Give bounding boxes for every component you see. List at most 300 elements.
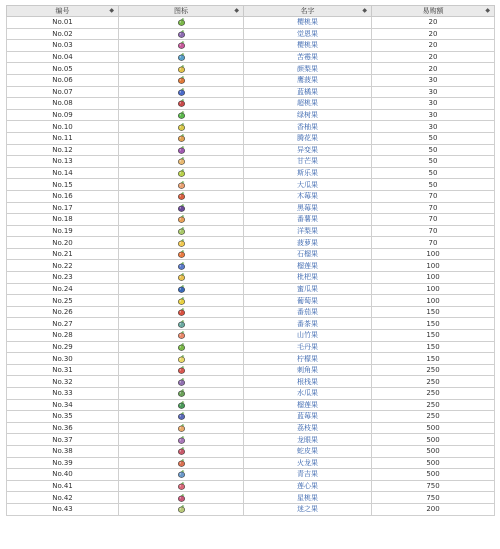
table-row	[7, 503, 495, 515]
berry-icon	[177, 355, 186, 363]
column-header-label: 图标	[174, 7, 188, 15]
row-icon-cell	[119, 469, 244, 481]
row-number: No.42	[7, 492, 119, 504]
berry-name-link[interactable]: 迷之果	[297, 505, 318, 514]
row-name-cell	[244, 86, 372, 98]
row-number: No.02	[7, 28, 119, 40]
row-number: No.18	[7, 214, 119, 226]
berry-name-link[interactable]: 石榴果	[297, 250, 318, 259]
row-icon-cell	[119, 98, 244, 110]
row-value: 150	[372, 353, 495, 365]
table-row	[7, 283, 495, 295]
row-number: No.26	[7, 306, 119, 318]
berry-name-link[interactable]: 蛇皮果	[297, 447, 318, 456]
row-name-cell	[244, 214, 372, 226]
berry-icon	[177, 76, 186, 84]
row-value: 100	[372, 248, 495, 260]
row-value: 250	[372, 364, 495, 376]
berry-icon	[177, 297, 186, 305]
row-value: 750	[372, 480, 495, 492]
berry-icon	[177, 65, 186, 73]
row-value: 250	[372, 376, 495, 388]
table-row	[7, 63, 495, 75]
row-icon-cell	[119, 480, 244, 492]
row-name-cell	[244, 248, 372, 260]
row-number: No.19	[7, 225, 119, 237]
berry-icon	[177, 169, 186, 177]
table-row	[7, 399, 495, 411]
row-number: No.40	[7, 469, 119, 481]
row-name-cell	[244, 434, 372, 446]
row-icon-cell	[119, 132, 244, 144]
row-icon-cell	[119, 156, 244, 168]
row-value: 20	[372, 28, 495, 40]
row-number: No.34	[7, 399, 119, 411]
row-name-cell	[244, 318, 372, 330]
berry-icon	[177, 320, 186, 328]
berry-name-link[interactable]: 洋梨果	[297, 226, 318, 235]
row-value: 500	[372, 445, 495, 457]
row-value: 30	[372, 121, 495, 133]
berry-icon	[177, 470, 186, 478]
row-number: No.01	[7, 17, 119, 29]
row-name-cell	[244, 17, 372, 29]
row-number: No.21	[7, 248, 119, 260]
row-name-cell	[244, 237, 372, 249]
row-icon-cell	[119, 202, 244, 214]
row-value: 500	[372, 457, 495, 469]
row-number: No.05	[7, 63, 119, 75]
row-value: 750	[372, 492, 495, 504]
row-number: No.35	[7, 411, 119, 423]
row-icon-cell	[119, 306, 244, 318]
berry-name-link[interactable]: 斯乐果	[297, 169, 318, 178]
row-icon-cell	[119, 364, 244, 376]
row-number: No.12	[7, 144, 119, 156]
table-row	[7, 121, 495, 133]
row-number: No.39	[7, 457, 119, 469]
berry-icon	[177, 18, 186, 26]
row-value: 30	[372, 86, 495, 98]
row-value: 150	[372, 318, 495, 330]
row-number: No.31	[7, 364, 119, 376]
berry-icon	[177, 123, 186, 131]
row-name-cell	[244, 341, 372, 353]
table-row	[7, 179, 495, 191]
row-name-cell	[244, 121, 372, 133]
sort-icon[interactable]: ◆	[234, 7, 239, 14]
berry-icon	[177, 250, 186, 258]
table-row	[7, 469, 495, 481]
berry-name-link[interactable]: 番茶果	[297, 319, 318, 328]
row-icon-cell	[119, 318, 244, 330]
row-icon-cell	[119, 17, 244, 29]
table-row	[7, 318, 495, 330]
row-number: No.32	[7, 376, 119, 388]
column-header-label: 名字	[300, 7, 315, 15]
berry-name-link[interactable]: 水瓜果	[297, 389, 318, 398]
row-name-cell	[244, 109, 372, 121]
berry-name-link[interactable]: 菠萝果	[297, 238, 318, 247]
row-value: 20	[372, 17, 495, 29]
row-icon-cell	[119, 353, 244, 365]
row-icon-cell	[119, 434, 244, 446]
row-number: No.25	[7, 295, 119, 307]
row-name-cell	[244, 51, 372, 63]
berry-name-link[interactable]: 龙眼果	[297, 435, 318, 444]
berry-icon	[177, 88, 186, 96]
row-icon-cell	[119, 237, 244, 249]
berry-name-link[interactable]: 蜜瓜果	[297, 284, 318, 293]
table-header	[7, 6, 495, 17]
row-name-cell	[244, 144, 372, 156]
berry-name-link[interactable]: 根栈果	[297, 377, 318, 386]
row-number: No.30	[7, 353, 119, 365]
berry-name-link[interactable]: 觉恩果	[297, 29, 318, 38]
berry-icon	[177, 401, 186, 409]
berry-name-link[interactable]: 毛丹果	[297, 342, 318, 351]
berry-name-link[interactable]: 青吉果	[297, 470, 318, 479]
row-value: 150	[372, 330, 495, 342]
table-row	[7, 376, 495, 388]
berry-name-link[interactable]: 葡萄果	[297, 296, 318, 305]
table-body	[7, 17, 495, 516]
table-row	[7, 272, 495, 284]
row-value: 30	[372, 98, 495, 110]
row-value: 100	[372, 272, 495, 284]
berry-icon	[177, 227, 186, 235]
berry-name-link[interactable]: 绿树果	[297, 111, 318, 120]
table-row	[7, 260, 495, 272]
berry-name-link[interactable]: 超桃果	[297, 99, 318, 108]
table-row	[7, 445, 495, 457]
row-value: 70	[372, 225, 495, 237]
berry-name-link[interactable]: 颜梨果	[297, 64, 318, 73]
row-name-cell	[244, 411, 372, 423]
row-name-cell	[244, 225, 372, 237]
row-name-cell	[244, 480, 372, 492]
berry-icon	[177, 505, 186, 513]
row-number: No.43	[7, 503, 119, 515]
row-value: 100	[372, 260, 495, 272]
berry-name-link[interactable]: 番茄果	[297, 308, 318, 317]
table-row	[7, 411, 495, 423]
berry-icon	[177, 436, 186, 444]
row-value: 50	[372, 156, 495, 168]
row-icon-cell	[119, 179, 244, 191]
row-icon-cell	[119, 272, 244, 284]
row-icon-cell	[119, 295, 244, 307]
row-name-cell	[244, 179, 372, 191]
row-name-cell	[244, 283, 372, 295]
berry-icon	[177, 215, 186, 223]
row-name-cell	[244, 306, 372, 318]
row-name-cell	[244, 260, 372, 272]
row-value: 100	[372, 283, 495, 295]
column-header-number[interactable]	[7, 6, 119, 17]
berry-icon	[177, 308, 186, 316]
table-row	[7, 132, 495, 144]
row-value: 50	[372, 167, 495, 179]
row-number: No.41	[7, 480, 119, 492]
header-row	[7, 6, 495, 17]
berry-name-link[interactable]: 腾花果	[297, 134, 318, 143]
row-value: 50	[372, 132, 495, 144]
berry-icon	[177, 262, 186, 270]
row-name-cell	[244, 167, 372, 179]
berry-name-link[interactable]: 樱桃果	[297, 18, 318, 27]
row-icon-cell	[119, 190, 244, 202]
row-value: 70	[372, 214, 495, 226]
row-number: No.20	[7, 237, 119, 249]
table-row	[7, 306, 495, 318]
berry-icon	[177, 239, 186, 247]
berry-name-link[interactable]: 香柚果	[297, 122, 318, 131]
row-icon-cell	[119, 341, 244, 353]
berry-name-link[interactable]: 刺角果	[297, 366, 318, 375]
table-row	[7, 388, 495, 400]
sort-icon[interactable]: ◆	[485, 7, 490, 14]
table-row	[7, 330, 495, 342]
berry-name-link[interactable]: 荔枝果	[297, 424, 318, 433]
table-row	[7, 480, 495, 492]
row-name-cell	[244, 399, 372, 411]
table-row	[7, 190, 495, 202]
berry-table-container	[6, 5, 494, 516]
berry-icon	[177, 30, 186, 38]
berry-name-link[interactable]: 大瓜果	[297, 180, 318, 189]
row-name-cell	[244, 503, 372, 515]
berry-icon	[177, 53, 186, 61]
row-number: No.03	[7, 40, 119, 52]
row-name-cell	[244, 492, 372, 504]
berry-name-link[interactable]: 山竹果	[297, 331, 318, 340]
row-name-cell	[244, 156, 372, 168]
berry-name-link[interactable]: 火龙果	[297, 458, 318, 467]
row-number: No.24	[7, 283, 119, 295]
row-icon-cell	[119, 503, 244, 515]
row-name-cell	[244, 445, 372, 457]
row-icon-cell	[119, 51, 244, 63]
row-name-cell	[244, 469, 372, 481]
row-name-cell	[244, 330, 372, 342]
berry-name-link[interactable]: 莲心果	[297, 482, 318, 491]
row-value: 200	[372, 503, 495, 515]
row-number: No.15	[7, 179, 119, 191]
row-icon-cell	[119, 492, 244, 504]
berry-icon	[177, 146, 186, 154]
row-name-cell	[244, 40, 372, 52]
row-icon-cell	[119, 40, 244, 52]
berry-icon	[177, 41, 186, 49]
table-row	[7, 214, 495, 226]
berry-icon	[177, 459, 186, 467]
berry-icon	[177, 331, 186, 339]
berry-icon	[177, 285, 186, 293]
row-number: No.38	[7, 445, 119, 457]
row-value: 250	[372, 411, 495, 423]
berry-name-link[interactable]: 樱桃果	[297, 41, 318, 50]
berry-name-link[interactable]: 蓝橘果	[297, 87, 318, 96]
row-name-cell	[244, 63, 372, 75]
table-row	[7, 40, 495, 52]
row-number: No.29	[7, 341, 119, 353]
table-row	[7, 202, 495, 214]
sort-icon[interactable]: ◆	[362, 7, 367, 14]
row-name-cell	[244, 376, 372, 388]
row-name-cell	[244, 98, 372, 110]
table-row	[7, 295, 495, 307]
berry-icon	[177, 273, 186, 281]
berry-icon	[177, 157, 186, 165]
table-row	[7, 422, 495, 434]
row-name-cell	[244, 74, 372, 86]
table-row	[7, 167, 495, 179]
table-row	[7, 364, 495, 376]
row-value: 50	[372, 144, 495, 156]
row-number: No.14	[7, 167, 119, 179]
berry-icon	[177, 482, 186, 490]
row-icon-cell	[119, 388, 244, 400]
column-header-label: 易购额	[422, 7, 444, 15]
row-number: No.04	[7, 51, 119, 63]
row-number: No.17	[7, 202, 119, 214]
row-number: No.06	[7, 74, 119, 86]
row-value: 100	[372, 295, 495, 307]
column-header-label: 编号	[55, 7, 70, 15]
row-name-cell	[244, 457, 372, 469]
berry-name-link[interactable]: 榴莲果	[297, 400, 318, 409]
row-value: 50	[372, 179, 495, 191]
berry-name-link[interactable]: 甘芒果	[297, 157, 318, 166]
row-number: No.33	[7, 388, 119, 400]
row-icon-cell	[119, 411, 244, 423]
berry-name-link[interactable]: 黑莓果	[297, 203, 318, 212]
row-icon-cell	[119, 422, 244, 434]
row-icon-cell	[119, 214, 244, 226]
row-value: 250	[372, 399, 495, 411]
row-name-cell	[244, 190, 372, 202]
row-number: No.11	[7, 132, 119, 144]
berry-icon	[177, 424, 186, 432]
row-value: 500	[372, 434, 495, 446]
row-name-cell	[244, 422, 372, 434]
berry-name-link[interactable]: 枇杷果	[297, 273, 318, 282]
table-row	[7, 98, 495, 110]
row-number: No.22	[7, 260, 119, 272]
row-value: 20	[372, 40, 495, 52]
berry-table	[6, 5, 495, 516]
row-name-cell	[244, 28, 372, 40]
row-name-cell	[244, 364, 372, 376]
row-icon-cell	[119, 167, 244, 179]
column-header-value[interactable]	[372, 6, 495, 17]
row-value: 150	[372, 306, 495, 318]
row-name-cell	[244, 202, 372, 214]
table-row	[7, 74, 495, 86]
row-icon-cell	[119, 376, 244, 388]
row-number: No.08	[7, 98, 119, 110]
berry-name-link[interactable]: 榴莲果	[297, 261, 318, 270]
row-icon-cell	[119, 109, 244, 121]
berry-icon	[177, 134, 186, 142]
berry-icon	[177, 343, 186, 351]
table-row	[7, 457, 495, 469]
row-icon-cell	[119, 121, 244, 133]
row-icon-cell	[119, 74, 244, 86]
berry-name-link[interactable]: 番薯果	[297, 215, 318, 224]
berry-name-link[interactable]: 柠檬果	[297, 354, 318, 363]
row-value: 30	[372, 74, 495, 86]
berry-icon	[177, 378, 186, 386]
row-icon-cell	[119, 144, 244, 156]
row-value: 70	[372, 190, 495, 202]
table-row	[7, 109, 495, 121]
row-value: 250	[372, 388, 495, 400]
row-number: No.37	[7, 434, 119, 446]
row-icon-cell	[119, 225, 244, 237]
table-row	[7, 248, 495, 260]
table-row	[7, 28, 495, 40]
table-row	[7, 434, 495, 446]
table-row	[7, 51, 495, 63]
table-row	[7, 156, 495, 168]
row-icon-cell	[119, 28, 244, 40]
column-header-name[interactable]	[244, 6, 372, 17]
berry-icon	[177, 111, 186, 119]
berry-icon	[177, 99, 186, 107]
berry-name-link[interactable]: 鹰菠果	[297, 76, 318, 85]
berry-icon	[177, 494, 186, 502]
row-value: 20	[372, 51, 495, 63]
row-icon-cell	[119, 399, 244, 411]
row-name-cell	[244, 132, 372, 144]
row-number: No.23	[7, 272, 119, 284]
table-row	[7, 86, 495, 98]
row-value: 20	[372, 63, 495, 75]
row-icon-cell	[119, 260, 244, 272]
berry-icon	[177, 412, 186, 420]
row-icon-cell	[119, 457, 244, 469]
row-value: 150	[372, 341, 495, 353]
row-number: No.10	[7, 121, 119, 133]
berry-icon	[177, 192, 186, 200]
row-number: No.09	[7, 109, 119, 121]
row-value: 500	[372, 469, 495, 481]
table-row	[7, 341, 495, 353]
berry-name-link[interactable]: 木莓果	[297, 192, 318, 201]
column-header-icon[interactable]	[119, 6, 244, 17]
row-number: No.28	[7, 330, 119, 342]
row-value: 70	[372, 237, 495, 249]
berry-name-link[interactable]: 苦霉果	[297, 53, 318, 62]
row-icon-cell	[119, 248, 244, 260]
row-number: No.13	[7, 156, 119, 168]
row-name-cell	[244, 272, 372, 284]
table-row	[7, 225, 495, 237]
row-icon-cell	[119, 445, 244, 457]
berry-name-link[interactable]: 蓝莓果	[297, 412, 318, 421]
berry-name-link[interactable]: 异变果	[297, 145, 318, 154]
sort-icon[interactable]: ◆	[109, 7, 114, 14]
row-value: 30	[372, 109, 495, 121]
table-row	[7, 144, 495, 156]
row-name-cell	[244, 388, 372, 400]
berry-icon	[177, 447, 186, 455]
berry-name-link[interactable]: 星桃果	[297, 493, 318, 502]
berry-icon	[177, 181, 186, 189]
row-number: No.27	[7, 318, 119, 330]
